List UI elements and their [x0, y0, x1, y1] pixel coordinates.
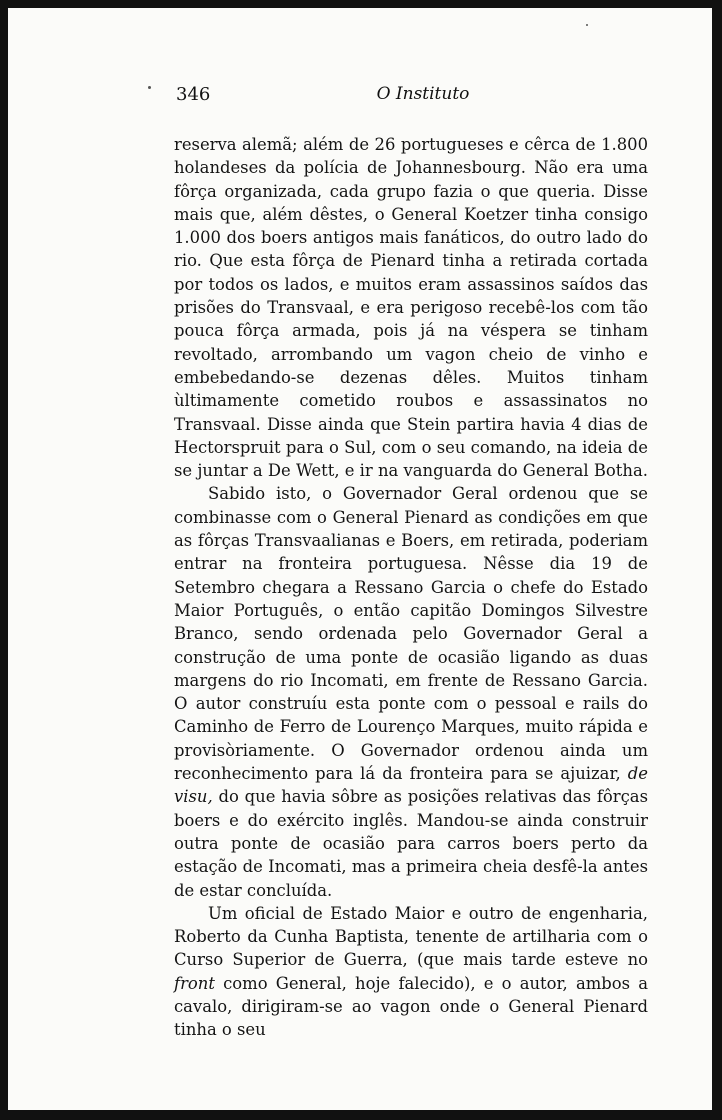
italic-phrase: de visu,	[174, 764, 648, 807]
text-run: como General, hoje falecido), e o autor, ambos a cavalo, dirigiram-se ao vagon onde o General Pienard tinha o seu	[174, 973, 648, 1040]
page-header	[172, 84, 648, 110]
text-run: reserva alemã; além de 26 portugueses e cêrca de 1.800 holandeses da polícia de Johannesbourg. Não era uma fôrça organizada, cada grupo fazia o que queria. Disse mais que, além dêstes, o General Koetzer tinha consigo 1.000 dos boers antigos mais fanáticos, do outro lado do rio. Que esta fôrça de Pienard tinha a retirada cortada por todos os lados, e muitos eram assassinos saídos das prisões do Transvaal, e era perigoso recebê-los com tão pouca fôrça armada, pois já na véspera se tinham revoltado, arrombando um vagon cheio de vinho e embebedando-se dezenas dêles. Muitos tinham ùltimamente cometido roubos e assassinatos no Transvaal. Disse ainda que Stein partira havia 4 dias de Hectorspruit para o Sul, com o seu comando, na ideia de se juntar a De Wett, e ir na vanguarda do General Botha.	[174, 135, 648, 481]
page-number: 346	[176, 84, 211, 105]
scan-speck	[148, 86, 151, 89]
scan-speck	[586, 24, 588, 26]
italic-phrase: front	[174, 973, 215, 993]
running-title: O Instituto	[376, 84, 470, 104]
text-run: do que havia sôbre as posições relativas das fôrças boers e do exército inglês. Mandou-se ainda construir outra ponte de ocasião para carros boers perto da estação de Incomati, mas a primeira cheia desfê-la antes de estar concluída.	[174, 787, 648, 900]
body-text	[174, 133, 648, 1042]
page	[8, 8, 712, 1110]
paragraph	[174, 482, 648, 901]
paragraph	[174, 133, 648, 482]
text-run: Um oficial de Estado Maior e outro de engenharia, Roberto da Cunha Baptista, tenente de artilharia com o Curso Superior de Guerra, (que mais tarde esteve no	[174, 903, 648, 970]
text-run: Sabido isto, o Governador Geral ordenou que se combinasse com o General Pienard as condições em que as fôrças Transvaalianas e Boers, em retirada, poderiam entrar na fronteira portuguesa. Nêsse dia 19 de Setembro chegara a Ressano Garcia o chefe do Estado Maior Português, o então capitão Domingos Silvestre Branco, sendo ordenada pelo Governador Geral a construção de uma ponte de ocasião ligando as duas margens do rio Incomati, em frente de Ressano Garcia. O autor construíu esta ponte com o pessoal e rails do Caminho de Ferro de Lourenço Marques, muito rápida e provisòriamente. O Governador ordenou ainda um reconhecimento para lá da fronteira para se ajuizar,	[174, 484, 648, 784]
paragraph	[174, 902, 648, 1042]
